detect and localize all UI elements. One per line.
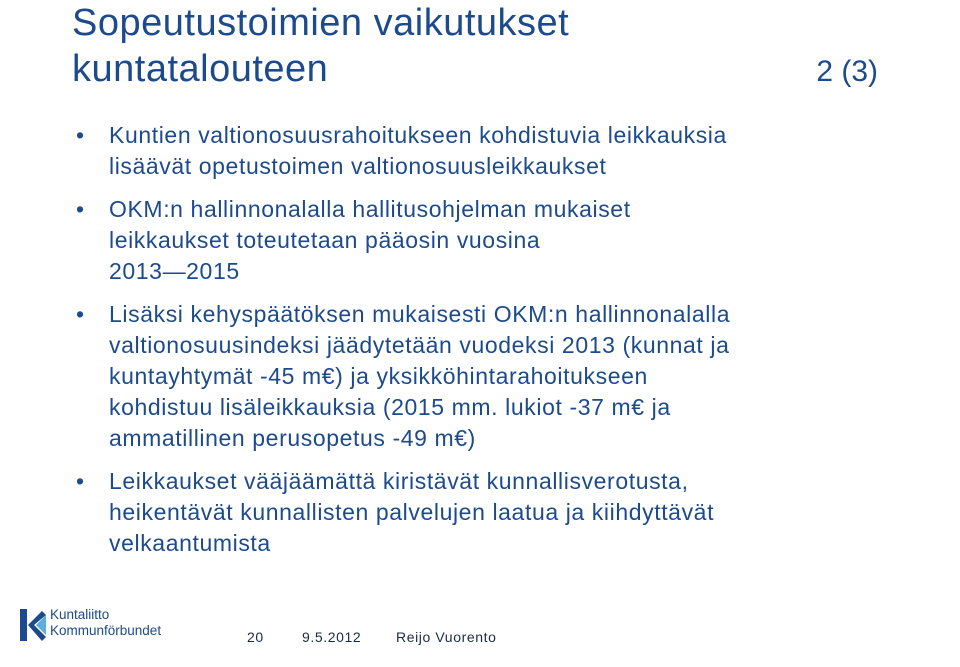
logo-wordmark [50,607,161,639]
bullet-dot-icon: • [76,468,85,494]
bullet-4-line-2: heikentävät kunnallisten palvelujen laatua ja kiihdyttävät [109,499,715,525]
bullet-item-3 [72,299,892,454]
kuntaliitto-logo [18,605,188,645]
bullet-item-1 [72,120,892,182]
bullet-1-line-2: lisäävät opetustoimen valtionosuusleikkaukset [109,153,607,179]
slide-footer [0,595,960,667]
bullet-3-line-1: Lisäksi kehyspäätöksen mukaisesti OKM:n hallinnonalalla [109,301,731,327]
slide-title [72,0,892,92]
bullet-4-line-1: Leikkaukset vääjäämättä kiristävät kunnallisverotusta, [109,468,689,494]
bullet-item-4 [72,466,892,559]
bullet-dot-icon: • [76,196,85,222]
bullet-3-line-4: kohdistuu lisäleikkauksia (2015 mm. lukiot -37 m€ ja [109,394,671,420]
bullet-1-line-1: Kuntien valtionosuusrahoitukseen kohdistuvia leikkauksia [109,122,727,148]
footer-date: 9.5.2012 [302,629,362,645]
footer-page-number: 20 [247,629,264,645]
bullet-2-line-3: 2013—2015 [109,258,240,284]
bullet-3-line-5: ammatillinen perusopetus -49 m€) [109,425,476,451]
bullet-2-line-1: OKM:n hallinnonalalla hallitusohjelman mukaiset [109,196,631,222]
slide-page-count: 2 (3) [816,55,878,88]
logo-line-2: Kommunförbundet [50,623,162,638]
bullet-2-line-2: leikkaukset toteutetaan pääosin vuosina [109,227,541,253]
bullet-item-2 [72,194,892,287]
bullet-3-line-3: kuntayhtymät -45 m€) ja yksikköhintarahoitukseen [109,363,648,389]
slide-title-line-1: Sopeutustoimien vaikutukset [72,2,570,44]
bullet-4-line-3: velkaantumista [109,530,271,556]
bullet-dot-icon: • [76,122,85,148]
kuntaliitto-logo-icon [18,605,48,645]
slide-title-line-2: kuntatalouteen [72,48,329,90]
logo-line-1: Kuntaliitto [50,607,110,622]
bullet-list [72,120,892,571]
bullet-dot-icon: • [76,301,85,327]
bullet-3-line-2: valtionosuusindeksi jäädytetään vuodeksi 2013 (kunnat ja [109,332,730,358]
footer-author: Reijo Vuorento [396,629,497,645]
